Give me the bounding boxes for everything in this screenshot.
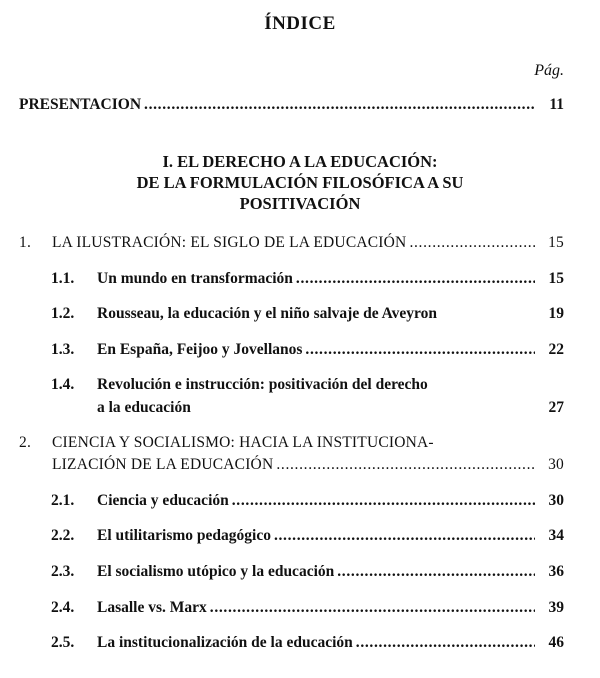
part-heading-line-1: I. EL DERECHO A LA EDUCACIÓN: xyxy=(162,152,438,171)
entry-label: LIZACIÓN DE LA EDUCACIÓN xyxy=(52,456,274,473)
entry-label: a la educación xyxy=(97,399,191,416)
toc-entry-section-1-2[interactable] xyxy=(51,303,564,324)
index-title: ÍNDICE xyxy=(264,13,336,34)
toc-entry-section-1-1[interactable] xyxy=(51,268,564,289)
entry-page: 15 xyxy=(548,234,564,251)
dot-leader xyxy=(337,561,535,582)
entry-page: 34 xyxy=(548,527,564,544)
toc-entry-section-2-3[interactable] xyxy=(51,561,564,582)
dot-leader xyxy=(144,94,535,115)
entry-page: 36 xyxy=(548,563,564,580)
part-heading-line-3: POSITIVACIÓN xyxy=(239,194,361,213)
entry-page: 30 xyxy=(548,492,564,509)
entry-label: Rousseau, la educación y el niño salvaje de Aveyron xyxy=(97,305,438,322)
toc-entry-section-1-4[interactable] xyxy=(51,374,564,395)
toc-entry-section-2-5[interactable] xyxy=(51,632,564,653)
toc-entry-section-1-4-continued[interactable] xyxy=(97,397,564,418)
part-heading-line-2: DE LA FORMULACIÓN FILOSÓFICA A SU xyxy=(136,173,464,192)
page-column-header: Pág. xyxy=(534,62,564,79)
dot-leader xyxy=(356,632,535,653)
entry-label: La institucionalización de la educación xyxy=(97,634,353,651)
section-number: 2.4. xyxy=(51,599,75,616)
toc-entry-presentation[interactable] xyxy=(19,94,564,115)
toc-entry-chapter-2[interactable] xyxy=(19,432,564,453)
dot-leader xyxy=(274,525,535,546)
entry-label: En España, Feijoo y Jovellanos xyxy=(97,341,303,358)
entry-label: CIENCIA Y SOCIALISMO: HACIA LA INSTITUCIONA- xyxy=(52,434,434,451)
entry-page: 22 xyxy=(548,341,564,358)
section-number: 1.1. xyxy=(51,270,75,287)
toc-entry-chapter-2-continued[interactable] xyxy=(52,454,564,475)
entry-label: El socialismo utópico y la educación xyxy=(97,563,335,580)
entry-page: 30 xyxy=(548,456,564,473)
section-number: 2.5. xyxy=(51,634,75,651)
section-number: 2.3. xyxy=(51,563,75,580)
entry-page: 39 xyxy=(548,599,564,616)
entry-label: LA ILUSTRACIÓN: EL SIGLO DE LA EDUCACIÓN xyxy=(52,234,407,251)
entry-page: 46 xyxy=(548,634,564,651)
entry-page: 15 xyxy=(548,270,564,287)
chapter-number: 1. xyxy=(19,234,32,251)
toc-entry-section-2-2[interactable] xyxy=(51,525,564,546)
section-number: 1.4. xyxy=(51,376,75,393)
chapter-number: 2. xyxy=(19,434,32,451)
section-number: 2.1. xyxy=(51,492,75,509)
dot-leader xyxy=(409,232,535,253)
entry-page: 27 xyxy=(548,399,564,416)
entry-label: Ciencia y educación xyxy=(97,492,229,509)
dot-leader xyxy=(305,339,535,360)
toc-entry-chapter-1[interactable] xyxy=(19,232,564,253)
section-number: 1.3. xyxy=(51,341,75,358)
dot-leader xyxy=(296,268,535,289)
entry-label: PRESENTACION xyxy=(19,96,142,113)
toc-entry-section-2-4[interactable] xyxy=(51,597,564,618)
section-number: 1.2. xyxy=(51,305,75,322)
entry-label: Un mundo en transformación xyxy=(97,270,293,287)
section-number: 2.2. xyxy=(51,527,75,544)
dot-leader xyxy=(232,490,535,511)
entry-label: Revolución e instrucción: positivación del derecho xyxy=(97,376,428,393)
entry-page: 19 xyxy=(548,305,564,322)
entry-label: El utilitarismo pedagógico xyxy=(97,527,271,544)
entry-label: Lasalle vs. Marx xyxy=(97,599,207,616)
toc-entry-section-1-3[interactable] xyxy=(51,339,564,360)
toc-entry-section-2-1[interactable] xyxy=(51,490,564,511)
dot-leader xyxy=(210,597,535,618)
dot-leader xyxy=(276,454,535,475)
entry-page: 11 xyxy=(549,96,564,113)
